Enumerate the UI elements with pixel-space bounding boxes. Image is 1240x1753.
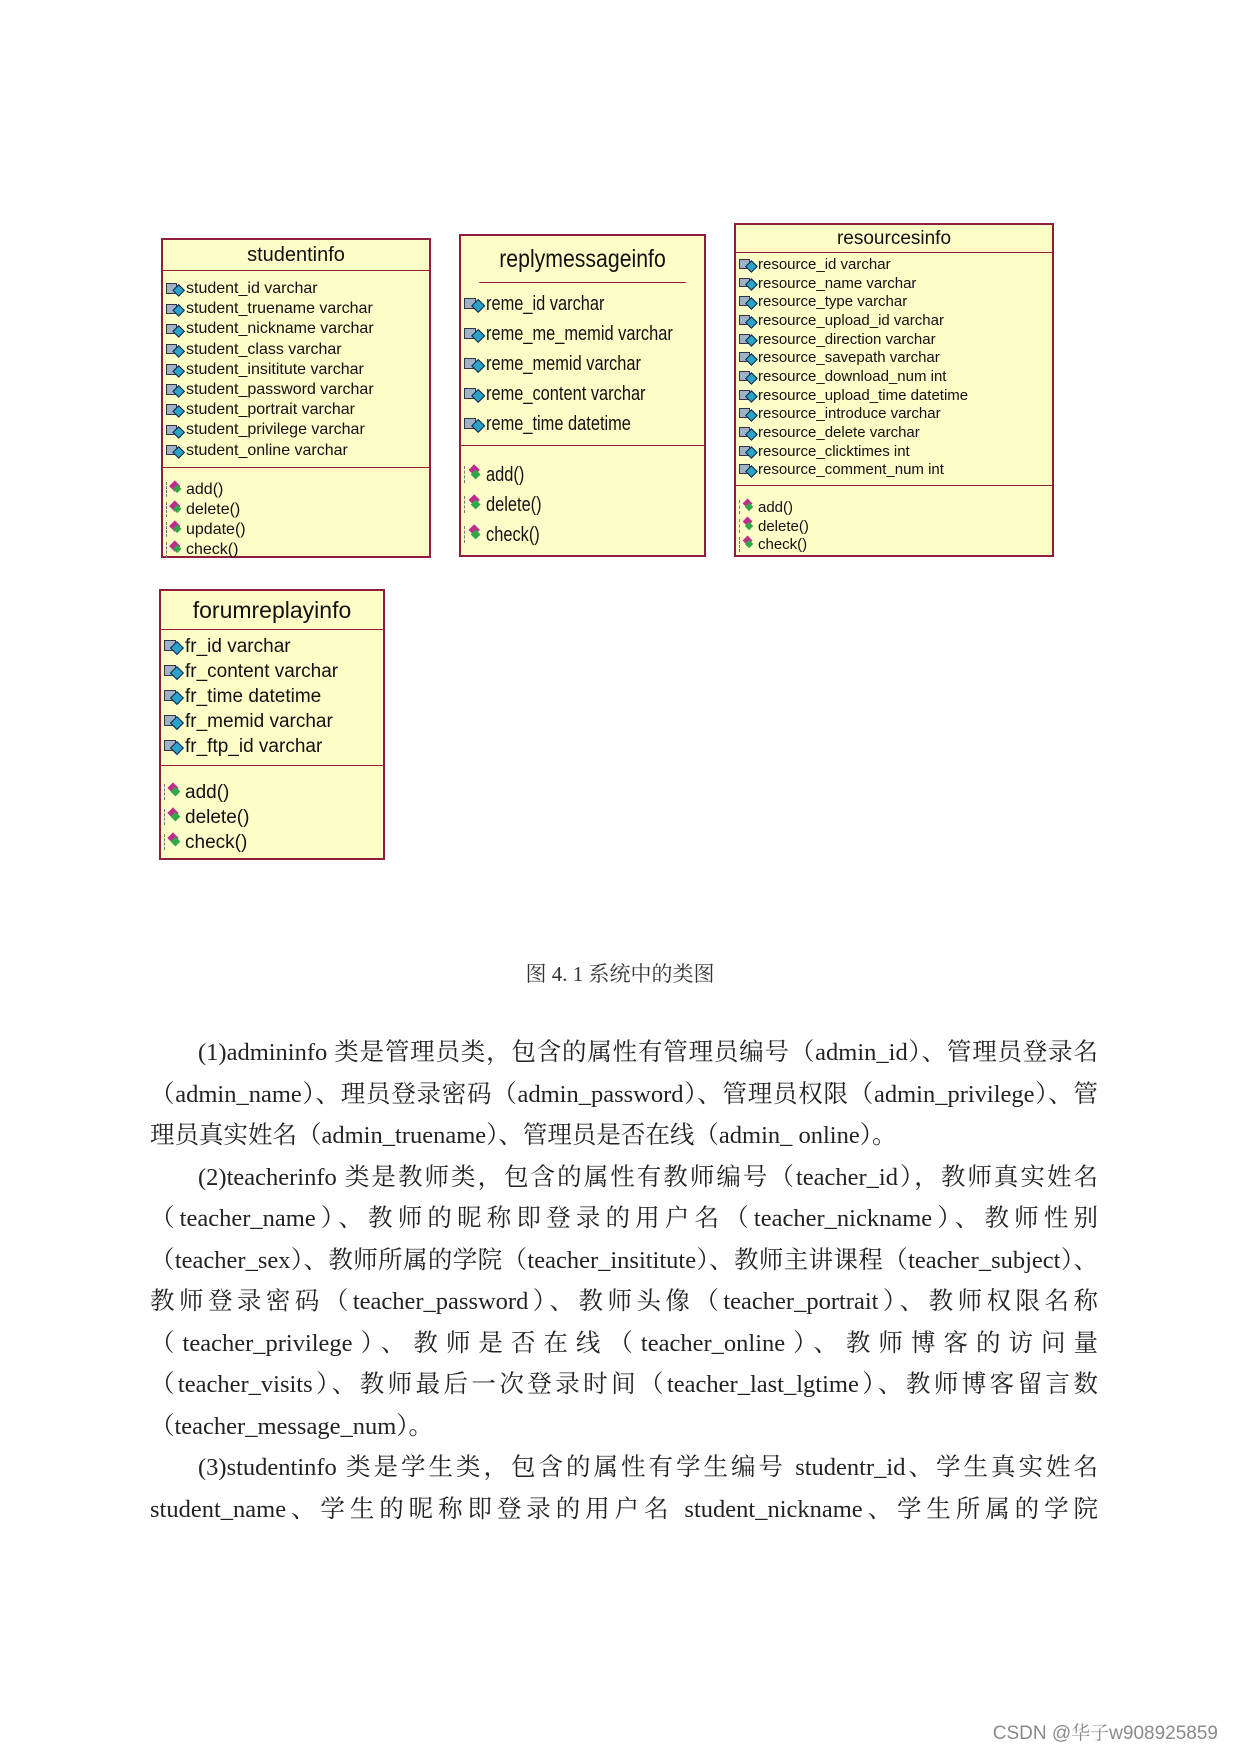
attribute-icon — [739, 312, 756, 329]
attribute-row — [163, 360, 429, 380]
attribute-row — [736, 292, 1052, 311]
attribute-label: reme_me_memid varchar — [486, 322, 673, 345]
class-box-resourcesinfo — [734, 223, 1054, 557]
attribute-row — [736, 386, 1052, 405]
class-box-studentinfo — [161, 238, 431, 558]
attribute-icon — [166, 320, 184, 338]
operation-row — [163, 500, 429, 520]
operation-icon — [166, 541, 184, 559]
attribute-label: student_online varchar — [186, 441, 348, 459]
attribute-label: student_insititute varchar — [186, 360, 364, 378]
paragraph-teacherinfo: (2)teacherinfo 类是教师类，包含的属性有教师编号（teacher_id），教师真实姓名（teacher_name）、教师的昵称即登录的用户名（teacher_nickname）、教师性别（teacher_sex）、教师所属的学院（teacher_insititute）、教师主讲课程（teacher_subject）、教师登录密码（teacher_password）、教师头像（teacher_portrait）、教师权限名称（teacher_privilege）、教师是否在线（teacher_online）、教师博客的访问量（teacher_visits）、教师最后一次登录时间（teacher_last_lgtime）、教师博客留言数（teacher_message_num）。 — [150, 1163, 1098, 1440]
operation-icon — [166, 501, 184, 519]
operation-row — [161, 830, 383, 855]
attribute-label: resource_delete varchar — [758, 424, 920, 442]
class-box-replymessageinfo — [459, 234, 706, 557]
class-name: forumreplayinfo — [161, 591, 383, 630]
attribute-row — [163, 340, 429, 360]
attribute-icon — [739, 387, 756, 404]
operation-row — [161, 780, 383, 805]
attribute-label: student_class varchar — [186, 340, 342, 358]
attributes-compartment — [163, 271, 429, 468]
operation-icon — [739, 536, 756, 553]
attribute-icon — [739, 293, 756, 310]
attribute-label: resource_name varchar — [758, 274, 917, 292]
attribute-row — [736, 311, 1052, 330]
operation-label: check() — [758, 536, 808, 554]
attribute-row — [736, 367, 1052, 386]
attribute-row — [163, 319, 429, 339]
paragraph-studentinfo-line-1: (3)studentinfo 类是学生类，包含的属性有学生编号 studentr_id、学生真实姓名 — [198, 1454, 1098, 1481]
operation-label: delete() — [186, 500, 241, 518]
attribute-icon — [739, 331, 756, 348]
attribute-row — [736, 255, 1052, 274]
attribute-icon — [164, 712, 183, 731]
operation-row — [163, 540, 429, 560]
class-name: resourcesinfo — [736, 225, 1052, 253]
operation-icon — [166, 481, 184, 499]
operation-label: delete() — [486, 493, 542, 516]
operation-row — [461, 520, 704, 550]
attributes-compartment — [736, 253, 1052, 486]
attribute-label: resource_comment_num int — [758, 461, 944, 479]
attribute-icon — [166, 361, 184, 379]
operation-icon — [166, 521, 184, 539]
operations-compartment — [736, 486, 1052, 554]
attribute-icon — [166, 381, 184, 399]
operation-label: add() — [758, 499, 794, 517]
attributes-compartment — [461, 283, 704, 446]
attribute-label: resource_type varchar — [758, 293, 908, 311]
attribute-label: reme_content varchar — [486, 382, 646, 405]
attribute-icon — [739, 443, 756, 460]
operation-icon — [164, 833, 183, 852]
attribute-label: student_password varchar — [186, 381, 374, 399]
operation-icon — [464, 495, 484, 515]
attribute-row — [461, 409, 704, 439]
attribute-label: fr_id varchar — [185, 635, 291, 657]
attribute-icon — [739, 349, 756, 366]
attribute-label: reme_time datetime — [486, 412, 631, 435]
attribute-label: resource_savepath varchar — [758, 349, 940, 367]
attribute-row — [461, 319, 704, 349]
operation-label: add() — [486, 463, 525, 486]
attribute-label: fr_ftp_id varchar — [185, 735, 323, 757]
attribute-icon — [464, 414, 484, 434]
attribute-label: fr_time datetime — [185, 685, 322, 707]
attribute-icon — [739, 405, 756, 422]
attribute-row — [161, 659, 383, 684]
operation-label: update() — [186, 521, 246, 539]
paragraph-studentinfo-line-2: student_name、学生的昵称即登录的用户名 student_nickname、学生所属的学院 — [150, 1495, 1098, 1523]
attribute-icon — [166, 341, 184, 359]
attribute-row — [736, 423, 1052, 442]
attribute-label: student_nickname varchar — [186, 320, 374, 338]
operation-label: add() — [186, 480, 224, 498]
attribute-label: resource_id varchar — [758, 255, 891, 273]
attribute-row — [161, 734, 383, 759]
attribute-label: reme_id varchar — [486, 292, 605, 315]
attribute-icon — [166, 300, 184, 318]
attribute-icon — [166, 280, 184, 298]
attribute-icon — [164, 687, 183, 706]
operation-row — [163, 520, 429, 540]
attribute-icon — [464, 354, 484, 374]
attribute-label: resource_clicktimes int — [758, 442, 910, 460]
attribute-label: student_id varchar — [186, 280, 318, 298]
operation-row — [161, 805, 383, 830]
operation-icon — [464, 465, 484, 485]
operation-row — [736, 536, 1052, 555]
attribute-label: reme_memid varchar — [486, 352, 641, 375]
operation-label: delete() — [185, 806, 250, 828]
operation-row — [736, 517, 1052, 536]
operation-icon — [164, 783, 183, 802]
attribute-icon — [464, 324, 484, 344]
operation-icon — [464, 525, 484, 545]
operation-row — [736, 498, 1052, 517]
attribute-label: student_truename varchar — [186, 300, 373, 318]
attribute-label: resource_direction varchar — [758, 330, 936, 348]
attribute-row — [736, 330, 1052, 349]
attribute-row — [163, 400, 429, 420]
attribute-icon — [739, 461, 756, 478]
attribute-icon — [464, 294, 484, 314]
attribute-row — [163, 380, 429, 400]
operations-compartment — [163, 468, 429, 561]
attribute-row — [161, 709, 383, 734]
attribute-row — [736, 274, 1052, 293]
body-text — [150, 1032, 1098, 1530]
watermark: CSDN @华子w908925859 — [992, 1723, 1218, 1744]
attribute-label: fr_content varchar — [185, 660, 339, 682]
attribute-icon — [166, 421, 184, 439]
paragraph-admininfo: (1)admininfo 类是管理员类，包含的属性有管理员编号（admin_id）、管理员登录名（admin_name）、理员登录密码（admin_password）、管理员权限（admin_privilege）、管理员真实姓名（admin_truename）、管理员是否在线（admin_ online）。 — [150, 1039, 1098, 1149]
attribute-icon — [739, 256, 756, 273]
class-box-forumreplayinfo — [159, 589, 385, 860]
operation-row — [461, 490, 704, 520]
attribute-label: fr_memid varchar — [185, 710, 333, 732]
attribute-row — [461, 289, 704, 319]
attribute-row — [163, 441, 429, 461]
operations-compartment — [461, 446, 704, 550]
attribute-icon — [164, 637, 183, 656]
attribute-icon — [166, 442, 184, 460]
operation-label: add() — [185, 781, 230, 803]
attribute-label: student_portrait varchar — [186, 401, 355, 419]
attribute-icon — [164, 662, 183, 681]
attribute-label: student_privilege varchar — [186, 421, 365, 439]
attribute-row — [161, 634, 383, 659]
attribute-icon — [739, 275, 756, 292]
class-name: studentinfo — [163, 240, 429, 271]
attribute-row — [161, 684, 383, 709]
attribute-icon — [739, 368, 756, 385]
operation-row — [461, 460, 704, 490]
attribute-label: resource_upload_time datetime — [758, 386, 969, 404]
attributes-compartment — [161, 630, 383, 766]
attribute-icon — [164, 737, 183, 756]
figure-caption: 图 4. 1 系统中的类图 — [525, 962, 715, 986]
operation-label: check() — [185, 831, 248, 853]
operation-row — [163, 480, 429, 500]
class-name: replymessageinfo — [479, 236, 686, 283]
attribute-row — [736, 348, 1052, 367]
attribute-label: resource_upload_id varchar — [758, 311, 944, 329]
attribute-row — [736, 442, 1052, 461]
attribute-icon — [166, 401, 184, 419]
operation-icon — [739, 518, 756, 535]
attribute-row — [163, 299, 429, 319]
operation-icon — [739, 499, 756, 516]
operation-label: check() — [486, 523, 540, 546]
attribute-row — [461, 349, 704, 379]
operation-icon — [164, 808, 183, 827]
operation-label: check() — [186, 541, 239, 559]
attribute-label: resource_download_num int — [758, 367, 947, 385]
attribute-label: resource_introduce varchar — [758, 405, 941, 423]
attribute-row — [736, 461, 1052, 480]
attribute-row — [736, 405, 1052, 424]
attribute-icon — [739, 424, 756, 441]
operation-label: delete() — [758, 517, 809, 535]
attribute-row — [163, 420, 429, 440]
attribute-row — [461, 379, 704, 409]
attribute-icon — [464, 384, 484, 404]
operations-compartment — [161, 766, 383, 855]
attribute-row — [163, 279, 429, 299]
